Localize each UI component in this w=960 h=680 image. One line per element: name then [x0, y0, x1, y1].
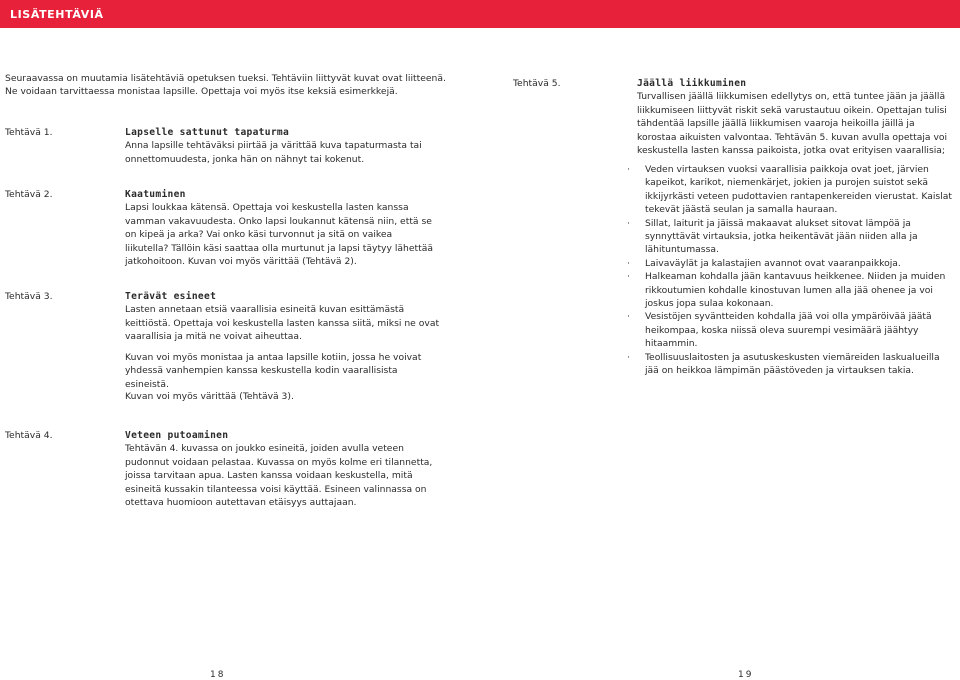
page-number-right: 19: [738, 670, 754, 680]
task-body-1: Anna lapsille tehtäväksi piirtää ja värittää kuva tapaturmasta tai onnettomuudesta, jonka hän on nähnyt tai kokenut.: [125, 140, 422, 165]
task-heading-1: Lapselle sattunut tapaturma: [125, 127, 290, 138]
task-body-2: Lapsi loukkaa kätensä. Opettaja voi keskustella lasten kanssa vamman vakavuudesta. Onko lapsi loukannut kätensä niin, että se on kipeä ja arka? Vai onko käsi turvonnut ja sitä on vaikea liikutella? Tällöin käsi saattaa olla murtunut ja lapsi täytyy lähettää jatkohoitoon. Kuvan voi myös värittää (Tehtävä 2).: [125, 202, 433, 268]
page-number-left: 18: [210, 670, 226, 680]
task-body-4: Tehtävän 4. kuvassa on joukko esineitä, joiden avulla veteen pudonnut voidaan pelastaa. Kuvassa on myös kolme eri tilannetta, joissa tarvitaan apua. Lasten kanssa voidaan keskustella, mitä esineitä kussakin tilanteessa voisi käyttää. Esineen valinnassa on otettava huomioon autettavan etäisyys auttajaan.: [125, 443, 433, 509]
task-label-2: Tehtävä 2.: [5, 189, 53, 200]
list-item: · Veden virtauksen vuoksi vaarallisia paikkoja ovat joet, järvien kapeikot, karikot, niemenkärjet, jokien ja purojen suistot sekä ikkijyrkästi veteen pudottavien rantapenkereiden vierustat. Kaislat tekevät jäästä seulan ja samalla hauraan.: [627, 164, 952, 216]
section-banner: [0, 0, 960, 28]
task-body-5: Turvallisen jäällä liikkumisen edellytys on, että tuntee jään ja jäällä liikkumiseen liittyvät riskit sekä varustautuu oikein. Opettajan tulisi tähdentää lapsille jäällä liikkumisen vaaroja heikoilla jäillä ja korostaa aikuisten valvontaa. Tehtävän 5. kuvan avulla opettaja voi keskustella lasten kanssa paikoista, jotka ovat erityisen vaarallisia;: [637, 91, 948, 157]
task-label-5: Tehtävä 5.: [513, 78, 561, 89]
list-item: · Sillat, laiturit ja jäissä makaavat alukset sitovat lämpöä ja synnyttävät virtauksia, jotka heikentävät jään niiden alla ja lähituntumassa.: [627, 217, 918, 256]
task-block-5: [637, 77, 955, 157]
task-label-4: Tehtävä 4.: [5, 430, 53, 441]
bullet-icon: ·: [627, 311, 630, 323]
task-block-2: [125, 188, 437, 268]
list-item: · Laivaväylät ja kalastajien avannot ovat vaaranpaikkoja.: [627, 257, 901, 269]
task-label-3: Tehtävä 3.: [5, 291, 53, 302]
bullet-icon: ·: [627, 257, 630, 269]
task-block-4: [125, 429, 433, 509]
danger-places-list: [627, 163, 955, 378]
task-body-3: Lasten annetaan etsiä vaarallisia esineitä kuvan esittämästä keittiöstä. Opettaja voi keskustella lasten kanssa siitä, miksi ne ovat vaarallisia ja mitä ne voivat aiheuttaa.: [125, 304, 440, 343]
list-item: · Halkeaman kohdalla jään kantavuus heikkenee. Niiden ja muiden rikkoutumien kohdalle kinostuvan lumen alla jää ohenee ja voi joskus jopa sulaa kokonaan.: [627, 271, 946, 310]
task-heading-2: Kaatuminen: [125, 189, 186, 200]
task-heading-5: Jäällä liikkuminen: [637, 78, 747, 89]
bullet-icon: ·: [627, 217, 630, 229]
task-heading-3: Terävät esineet: [125, 291, 217, 302]
task-3-coloring-note: Kuvan voi myös värittää (Tehtävä 3).: [125, 391, 294, 402]
bullet-icon: ·: [627, 271, 630, 283]
intro-paragraph: Seuraavassa on muutamia lisätehtäviä opetuksen tueksi. Tehtäviin liittyvät kuvat ovat liitteenä. Ne voidaan tarvittaessa monistaa lapsille. Opettaja voi myös itse keksiä esimerkkejä.: [5, 73, 446, 98]
list-item: · Teollisuuslaitosten ja asutuskeskusten viemäreiden laskualueilla jää on heikkoa lämpimän päästöveden ja virtauksen takia.: [627, 351, 940, 377]
list-item: · Vesistöjen syväntteiden kohdalla jää voi olla ympäröivää jäätä heikompaa, koska niissä oleva suurempi vesimäärä jäähtyy hitaammin.: [627, 311, 932, 350]
task-block-1: [125, 126, 437, 166]
task-block-3: [125, 290, 443, 344]
bullet-icon: ·: [627, 164, 630, 175]
task-heading-4: Veteen putoaminen: [125, 430, 229, 441]
section-title: LISÄTEHTÄVIÄ: [10, 8, 104, 21]
task-3-extra-paragraph: Kuvan voi myös monistaa ja antaa lapsille kotiin, jossa he voivat yhdessä vanhempien kanssa keskustella kodin vaarallisista esineistä.: [125, 352, 422, 390]
bullet-icon: ·: [627, 351, 630, 363]
task-label-1: Tehtävä 1.: [5, 127, 53, 138]
